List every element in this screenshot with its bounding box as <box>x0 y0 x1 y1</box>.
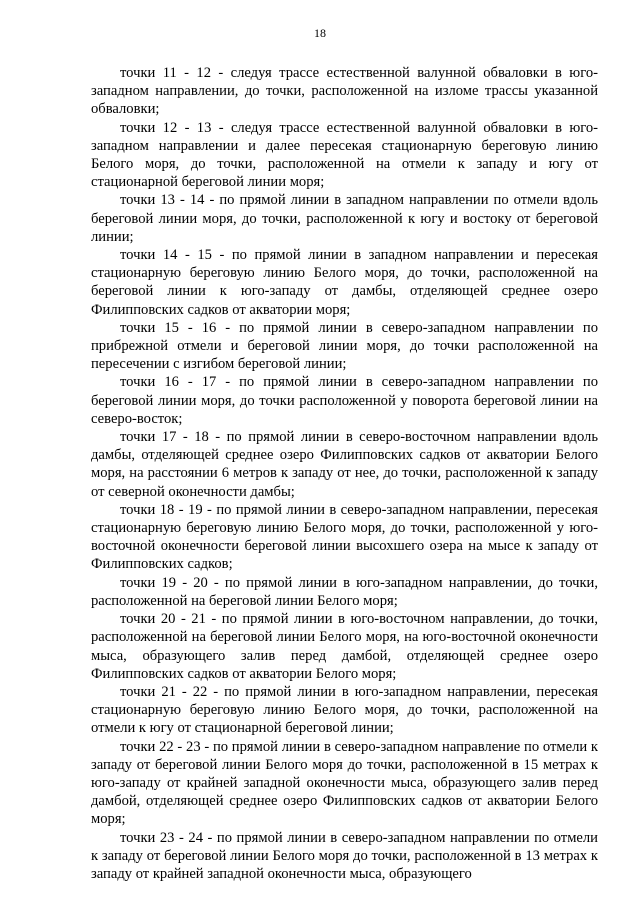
paragraph-points-23-24: точки 23 - 24 - по прямой линии в северо-западном направлении по отмели к западу от береговой линии Белого моря до точки, расположенной в 13 метрах к западу от крайней западной оконечности мыса, образующего <box>91 829 598 882</box>
paragraph-points-22-23: точки 22 - 23 - по прямой линии в северо-западном направление по отмели к западу от береговой линии Белого моря до точки, расположенной в 15 метрах к юго-западу от крайней западной оконечности мыса, образующего залив перед дамбой, отделяющей среднее озеро Филипповских садков от акватории Белого моря; <box>91 738 598 828</box>
paragraph-points-17-18: точки 17 - 18 - по прямой линии в северо-восточном направлении вдоль дамбы, отделяющей среднее озеро Филипповских садков от акватории Белого моря, на расстоянии 6 метров к западу от нее, до точки, расположенной к западу от северной оконечности дамбы; <box>91 429 598 500</box>
paragraph-points-16-17: точки 16 - 17 - по прямой линии в северо-западном направлении по береговой линии моря, до точки расположенной у поворота береговой линии на северо-восток; <box>91 374 598 427</box>
paragraph-points-19-20: точки 19 - 20 - по прямой линии в юго-западном направлении, до точки, расположенной на береговой линии Белого моря; <box>91 574 598 609</box>
paragraph-points-15-16: точки 15 - 16 - по прямой линии в северо-западном направлении по прибрежной отмели и береговой линии моря, до точки расположенной на пересечении с изгибом береговой линии; <box>91 319 598 373</box>
paragraph-points-12-13: точки 12 - 13 - следуя трассе естественной валунной обваловки в юго-западном направлении и далее пересекая стационарную береговую линию Белого моря, до точки, расположенной на отмели к западу и югу от стационарной береговой линии моря; <box>91 119 598 191</box>
document-body <box>91 64 598 883</box>
page-number: 18 <box>314 26 326 40</box>
paragraph-points-20-21: точки 20 - 21 - по прямой линии в юго-восточном направлении, до точки, расположенной на береговой линии Белого моря, на юго-восточной оконечности мыса, образующего залив перед дамбой, отделяющей среднее озеро Филипповских садков от акватории Белого моря; <box>91 611 598 682</box>
paragraph-points-13-14: точки 13 - 14 - по прямой линии в западном направлении по отмели вдоль береговой линии моря, до точки, расположенной к югу и востоку от береговой линии; <box>91 192 598 245</box>
paragraph-points-14-15: точки 14 - 15 - по прямой линии в западном направлении и пересекая стационарную береговую линию Белого моря, до точки, расположенной на береговой линии к юго-западу от дамбы, отделяющей среднее озеро Филипповских садков от акватории моря; <box>91 247 598 318</box>
paragraph-points-11-12: точки 11 - 12 - следуя трассе естественной валунной обваловки в юго-западном направлении, до точки, расположенной на изломе трассы указанной обваловки; <box>91 65 598 118</box>
paragraph-points-18-19: точки 18 - 19 - по прямой линии в северо-западном направлении, пересекая стационарную береговую линию Белого моря, до точки, расположенной у юго-восточной оконечности береговой линии высохшего озера на мысе к западу от Филипповских садков; <box>91 501 598 573</box>
paragraph-points-21-22: точки 21 - 22 - по прямой линии в юго-западном направлении, пересекая стационарную береговую линию Белого моря, до точки, расположенной на отмели к югу от стационарной береговой линии; <box>91 683 598 737</box>
